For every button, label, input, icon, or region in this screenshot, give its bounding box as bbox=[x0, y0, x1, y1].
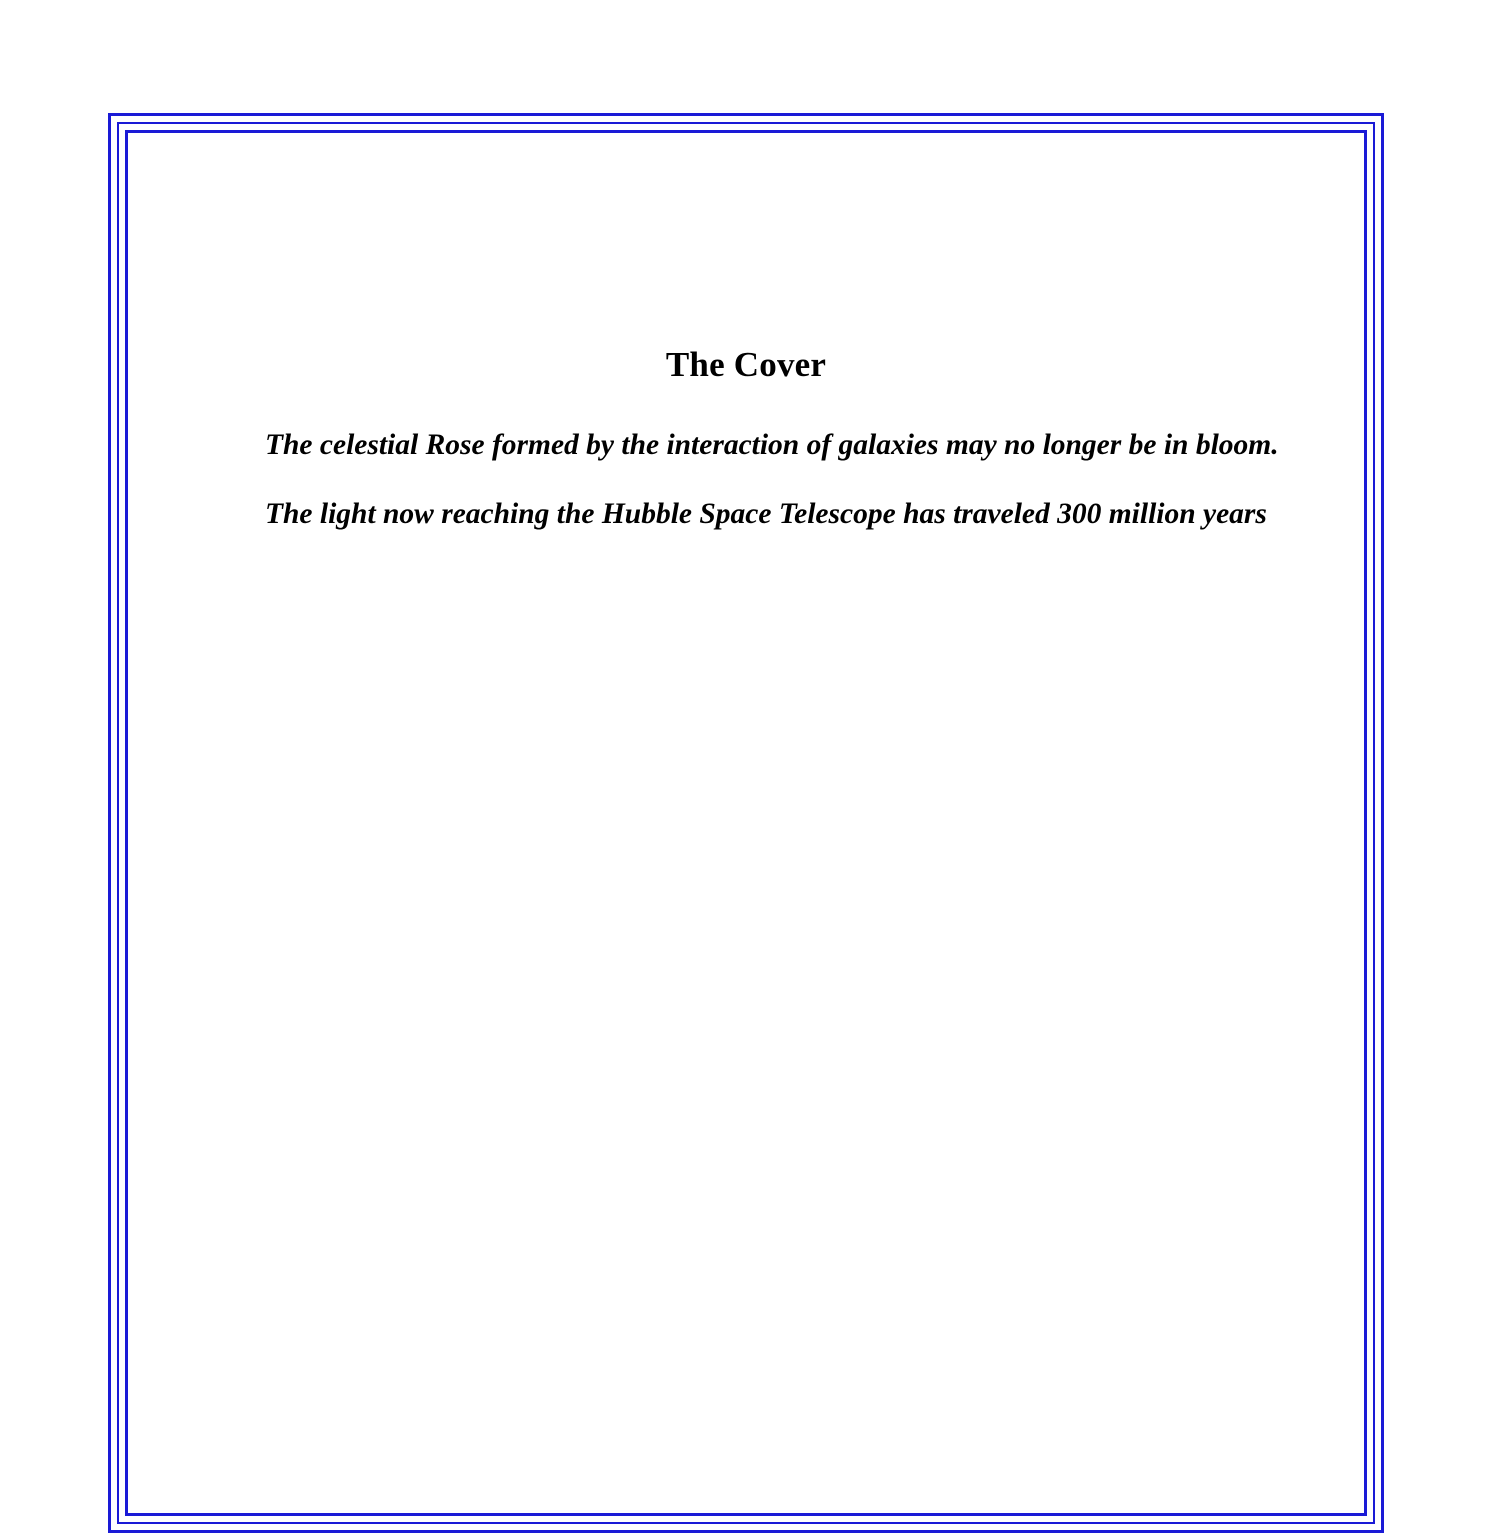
page-title: The Cover bbox=[665, 345, 827, 384]
body-paragraph-1: The celestial Rose formed by the interaction of galaxies may no longer be in bloom. bbox=[265, 429, 1279, 461]
body-paragraph-2: The light now reaching the Hubble Space Telescope has traveled 300 million years bbox=[265, 498, 1267, 530]
document-content bbox=[140, 145, 1352, 1501]
